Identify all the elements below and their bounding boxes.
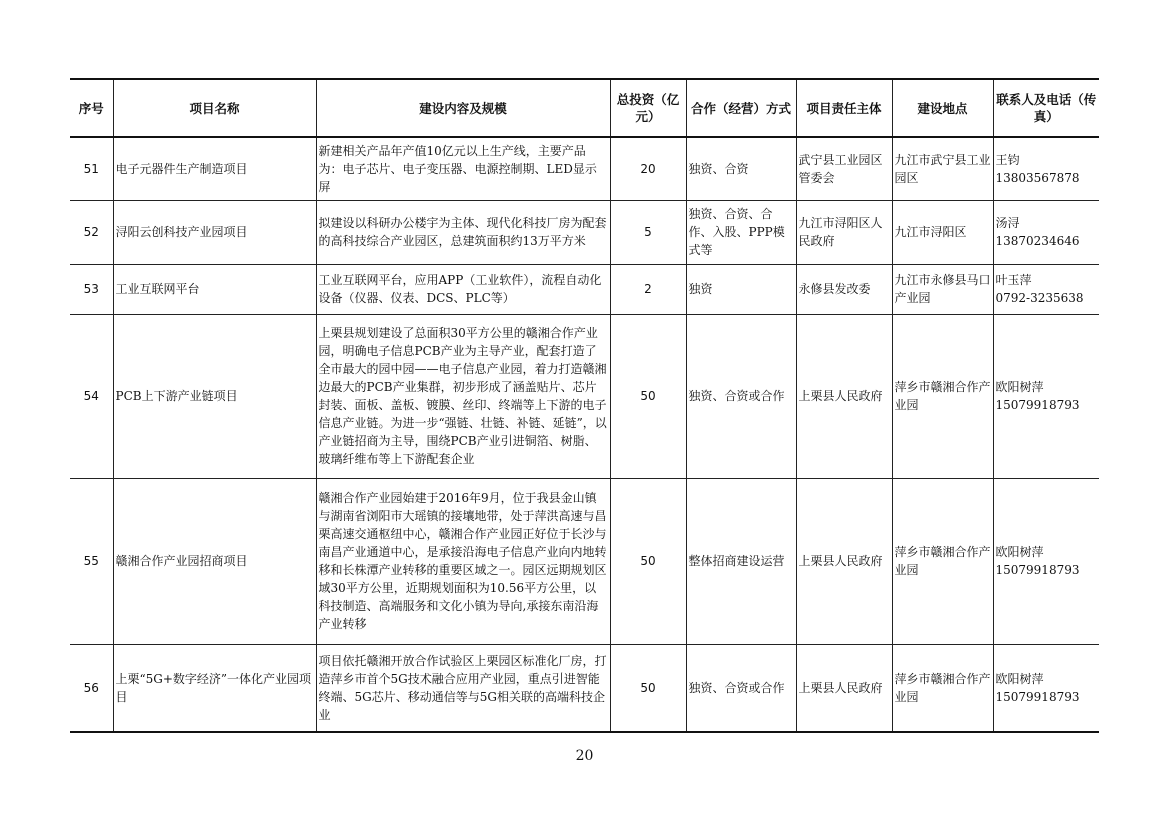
row-owner: 九江市浔阳区人民政府 <box>796 200 892 264</box>
row-owner: 永修县发改委 <box>796 264 892 314</box>
row-content: 拟建设以科研办公楼宇为主体、现代化科技厂房为配套的高科技综合产业园区，总建筑面积约13万平方米 <box>316 200 610 264</box>
row-investment: 20 <box>610 137 686 200</box>
table-row <box>70 314 1099 478</box>
contact-name: 欧阳树萍 <box>995 380 1044 394</box>
contact-phone: 15079918793 <box>995 398 1080 412</box>
row-location: 九江市浔阳区 <box>892 200 993 264</box>
row-content: 工业互联网平台，应用APP（工业软件），流程自动化设备（仪器、仪表、DCS、PLC等） <box>316 264 610 314</box>
row-name: 赣湘合作产业园招商项目 <box>113 478 316 644</box>
header-contact: 联系人及电话（传真） <box>993 79 1099 137</box>
row-name: 工业互联网平台 <box>113 264 316 314</box>
header-content: 建设内容及规模 <box>316 79 610 137</box>
row-mode: 独资 <box>686 264 796 314</box>
contact-name: 王钧 <box>995 152 1020 167</box>
row-location: 萍乡市赣湘合作产业园 <box>892 314 993 478</box>
table-row <box>70 644 1099 732</box>
row-investment: 50 <box>610 314 686 478</box>
row-no: 56 <box>70 644 113 732</box>
row-location: 九江市武宁县工业园区 <box>892 137 993 200</box>
row-contact <box>993 314 1099 478</box>
table-row <box>70 478 1099 644</box>
row-content: 项目依托赣湘开放合作试验区上栗园区标准化厂房，打造萍乡市首个5G技术融合应用产业园，重点引进智能终端、5G芯片、移动通信等与5G相关联的高端科技企业 <box>316 644 610 732</box>
row-location: 九江市永修县马口产业园 <box>892 264 993 314</box>
row-owner: 上栗县人民政府 <box>796 478 892 644</box>
row-mode: 独资、合资或合作 <box>686 644 796 732</box>
row-contact <box>993 137 1099 200</box>
row-location: 萍乡市赣湘合作产业园 <box>892 478 993 644</box>
table-row <box>70 264 1099 314</box>
contact-phone: 15079918793 <box>995 689 1080 704</box>
project-table <box>70 78 1099 733</box>
row-no: 54 <box>70 314 113 478</box>
header-mode: 合作（经营）方式 <box>686 79 796 137</box>
row-no: 55 <box>70 478 113 644</box>
row-owner: 上栗县人民政府 <box>796 314 892 478</box>
row-no: 51 <box>70 137 113 200</box>
contact-phone: 13803567878 <box>995 170 1080 185</box>
contact-phone: 13870234646 <box>995 234 1080 248</box>
row-no: 52 <box>70 200 113 264</box>
row-content: 赣湘合作产业园始建于2016年9月，位于我县金山镇与湖南省浏阳市大瑶镇的接壤地带，处于萍洪高速与昌栗高速交通枢纽中心，赣湘合作产业园正好位于长沙与南昌产业通道中心，是承接沿海电子信息产业向内地转移和长株潭产业转移的重要区域之一。园区远期规划区域30平方公里，近期规划面积为10.56平方公里，以科技制造、高端服务和文化小镇为导向,承接东南沿海产业转移 <box>316 478 610 644</box>
row-contact <box>993 478 1099 644</box>
row-content: 新建相关产品年产值10亿元以上生产线，主要产品为：电子芯片、电子变压器、电源控制期、LED显示屏 <box>316 137 610 200</box>
table-row <box>70 137 1099 200</box>
contact-name: 汤浔 <box>995 216 1020 230</box>
header-owner: 项目责任主体 <box>796 79 892 137</box>
row-mode: 独资、合资或合作 <box>686 314 796 478</box>
table-header-row <box>70 79 1099 137</box>
row-investment: 50 <box>610 644 686 732</box>
row-contact <box>993 264 1099 314</box>
row-investment: 5 <box>610 200 686 264</box>
page-number: 20 <box>575 748 594 764</box>
row-mode: 整体招商建设运营 <box>686 478 796 644</box>
contact-phone: 0792-3235638 <box>995 291 1084 305</box>
row-investment: 50 <box>610 478 686 644</box>
row-owner: 上栗县人民政府 <box>796 644 892 732</box>
row-location: 萍乡市赣湘合作产业园 <box>892 644 993 732</box>
row-contact <box>993 200 1099 264</box>
contact-name: 叶玉萍 <box>995 273 1032 287</box>
row-name: 浔阳云创科技产业园项目 <box>113 200 316 264</box>
row-mode: 独资、合资 <box>686 137 796 200</box>
contact-phone: 15079918793 <box>995 563 1080 577</box>
row-mode: 独资、合资、合作、入股、PPP模式等 <box>686 200 796 264</box>
header-no: 序号 <box>70 79 113 137</box>
header-investment: 总投资（亿元） <box>610 79 686 137</box>
row-name: 电子元器件生产制造项目 <box>113 137 316 200</box>
header-name: 项目名称 <box>113 79 316 137</box>
row-contact <box>993 644 1099 732</box>
table-row <box>70 200 1099 264</box>
row-name: PCB上下游产业链项目 <box>113 314 316 478</box>
row-investment: 2 <box>610 264 686 314</box>
contact-name: 欧阳树萍 <box>995 671 1044 686</box>
header-location: 建设地点 <box>892 79 993 137</box>
row-no: 53 <box>70 264 113 314</box>
contact-name: 欧阳树萍 <box>995 545 1044 559</box>
row-owner: 武宁县工业园区管委会 <box>796 137 892 200</box>
row-content: 上栗县规划建设了总面积30平方公里的赣湘合作产业园，明确电子信息PCB产业为主导产业，配套打造了全市最大的园中园——电子信息产业园，着力打造赣湘边最大的PCB产业集群，初步形成了涵盖贴片、芯片封装、面板、盖板、镀膜、丝印、终端等上下游的电子信息产业链。为进一步“强链、壮链、补链、延链”，以产业链招商为主导，围绕PCB产业引进铜箔、树脂、玻璃纤维布等上下游配套企业 <box>316 314 610 478</box>
row-name: 上栗“5G+数字经济”一体化产业园项目 <box>113 644 316 732</box>
